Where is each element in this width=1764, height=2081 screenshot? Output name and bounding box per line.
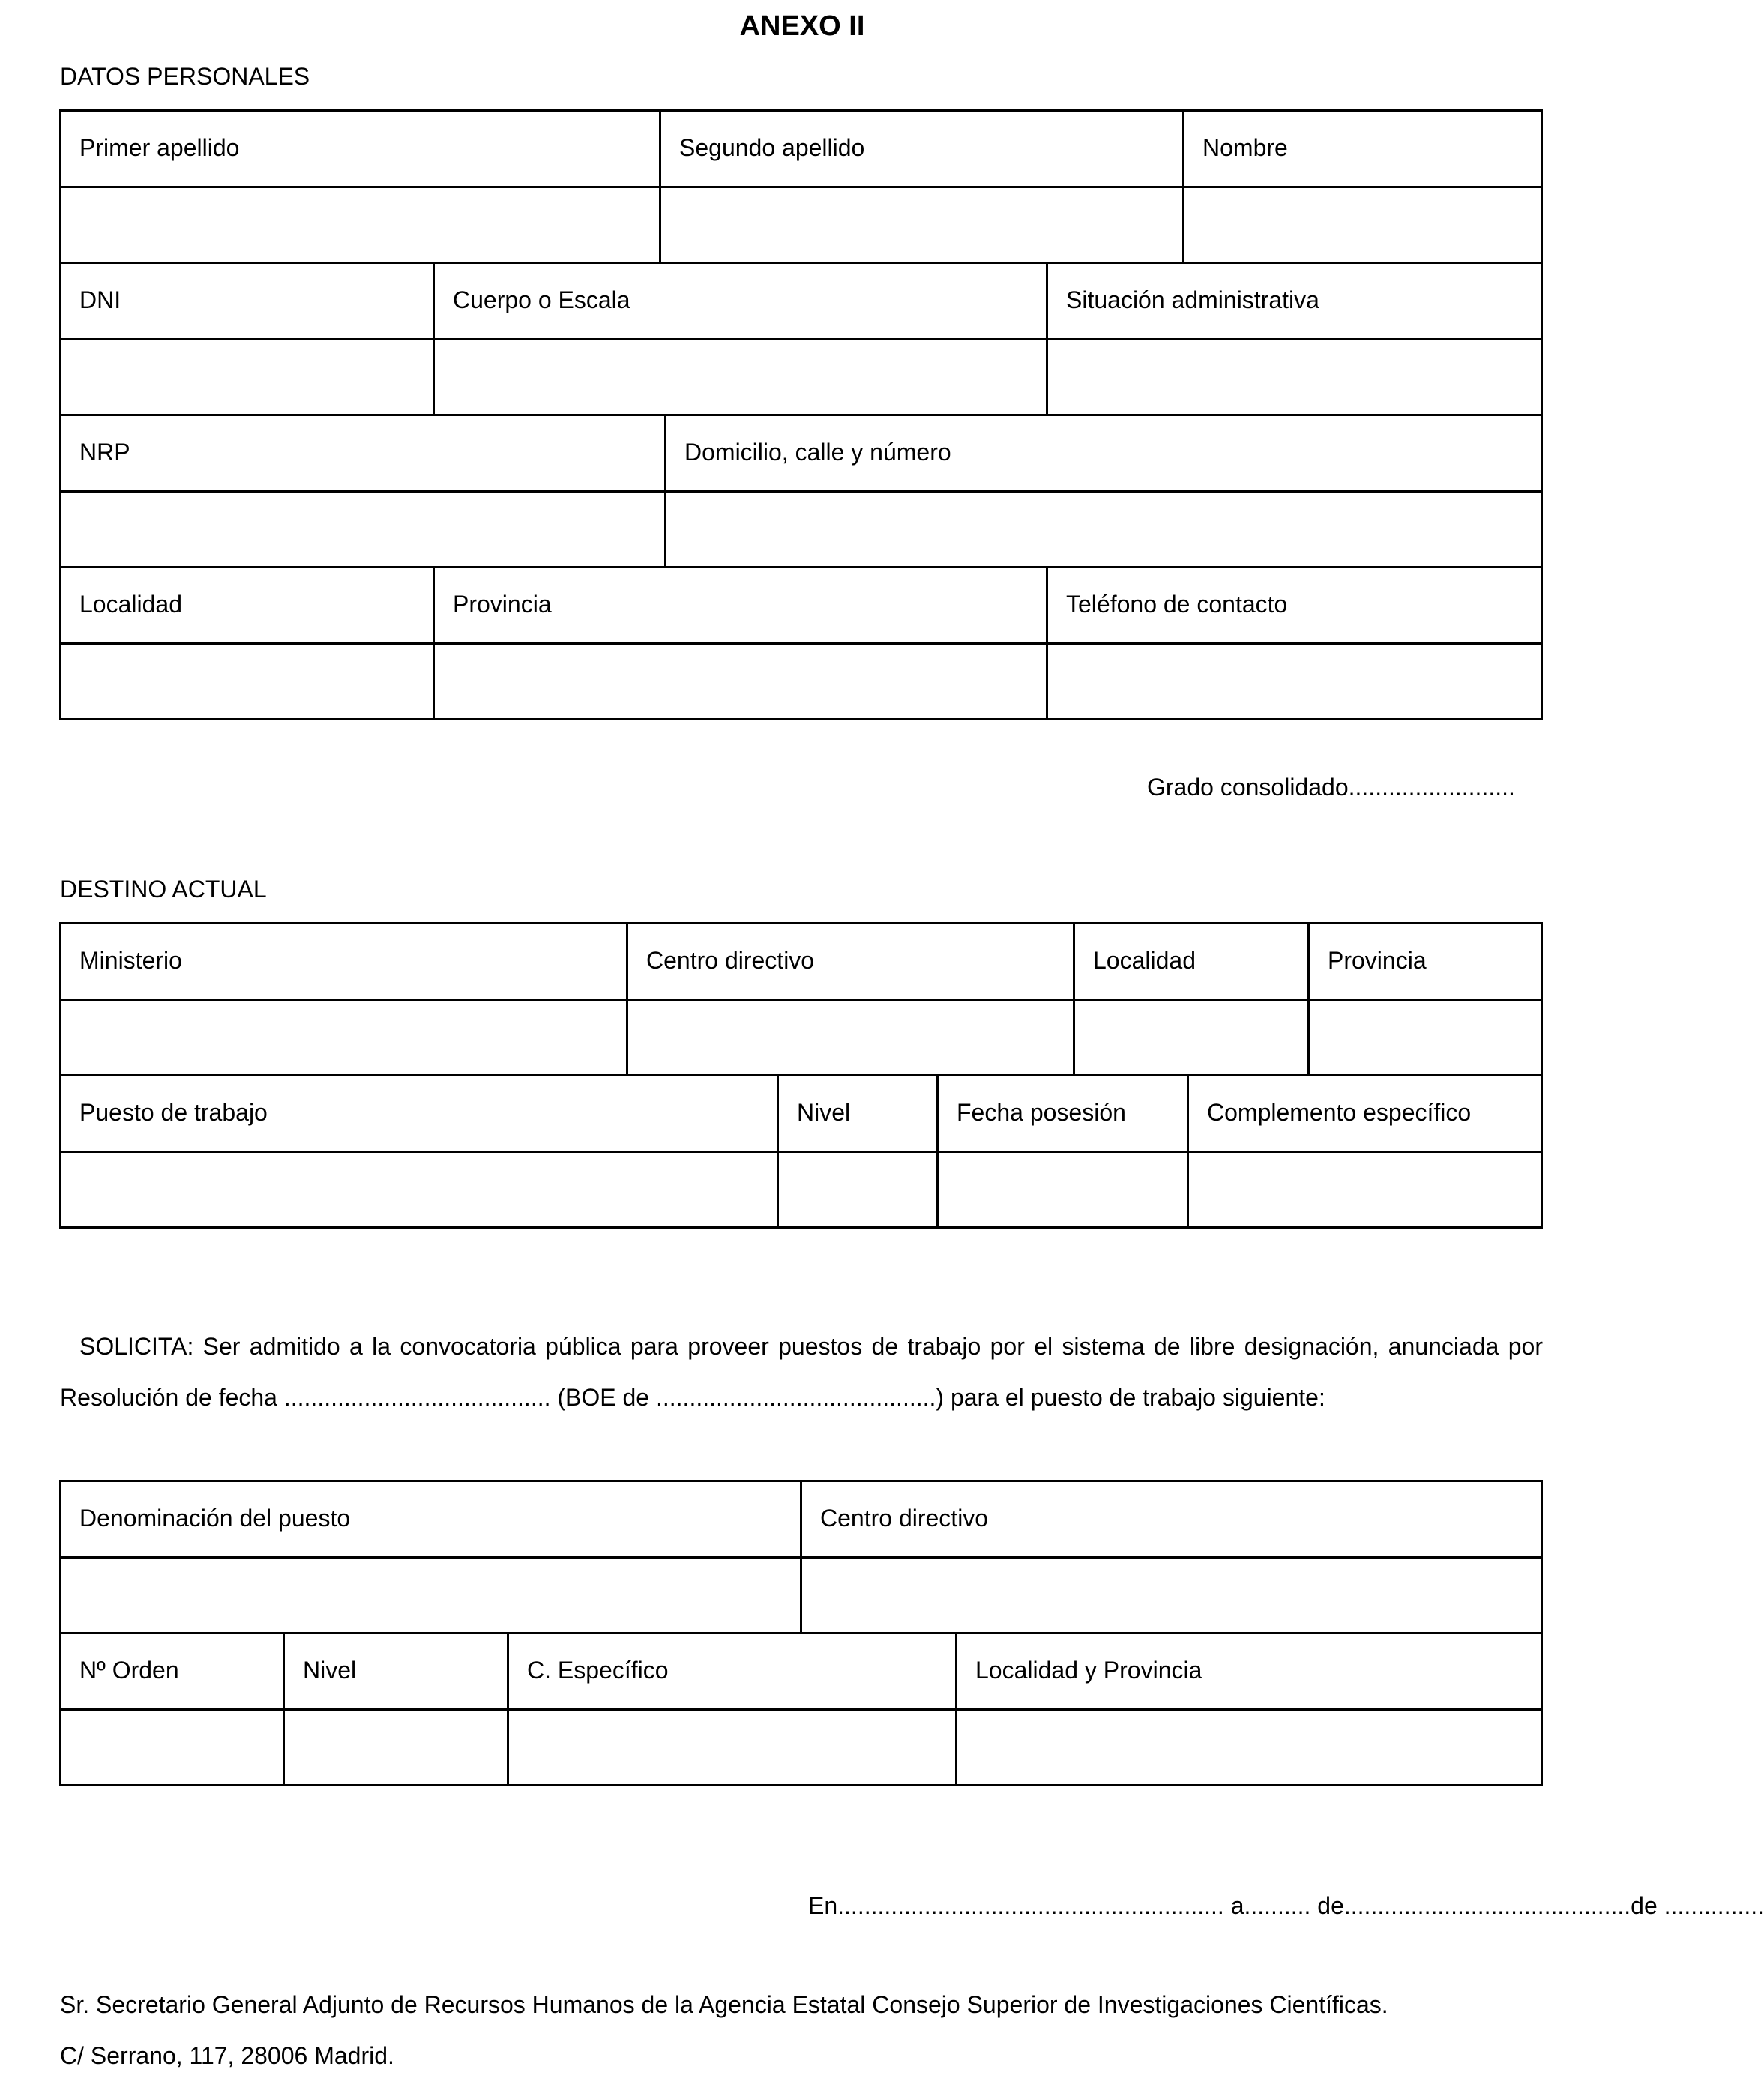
primer-apellido-field[interactable] bbox=[61, 188, 661, 265]
telefono-contacto-field[interactable] bbox=[1048, 645, 1543, 721]
label-dni: DNI bbox=[61, 264, 435, 340]
direccion-line: C/ Serrano, 117, 28006 Madrid. bbox=[60, 2042, 394, 2069]
label-primer-apellido: Primer apellido bbox=[61, 112, 661, 188]
label-localidad: Localidad bbox=[61, 568, 435, 645]
provincia-field[interactable] bbox=[435, 645, 1048, 721]
localidad-destino-field[interactable] bbox=[1075, 1001, 1310, 1077]
table-row bbox=[61, 1634, 1543, 1711]
c-especifico-field[interactable] bbox=[509, 1711, 957, 1787]
label-denominacion-puesto: Denominación del puesto bbox=[61, 1482, 802, 1559]
label-situacion-administrativa: Situación administrativa bbox=[1048, 264, 1543, 340]
label-segundo-apellido: Segundo apellido bbox=[661, 112, 1184, 188]
label-localidad: Localidad bbox=[1075, 924, 1310, 1001]
label-nivel: Nivel bbox=[779, 1076, 939, 1153]
nrp-field[interactable] bbox=[61, 493, 666, 569]
label-provincia: Provincia bbox=[1310, 924, 1543, 1001]
table-row bbox=[61, 493, 1543, 569]
table-row bbox=[61, 264, 1543, 340]
solicita-line-2: Resolución de fecha ........................................ (BOE de ..........................................) para el puesto de trabajo siguiente: bbox=[60, 1384, 1325, 1411]
cuerpo-escala-field[interactable] bbox=[435, 340, 1048, 417]
table-row bbox=[61, 112, 1543, 188]
table-row bbox=[61, 645, 1543, 721]
numero-orden-field[interactable] bbox=[61, 1711, 285, 1787]
table-row bbox=[61, 1153, 1543, 1229]
table-row bbox=[61, 416, 1543, 493]
datos-personales-table bbox=[59, 109, 1543, 720]
fecha-posesion-field[interactable] bbox=[939, 1153, 1189, 1229]
denominacion-puesto-field[interactable] bbox=[61, 1559, 802, 1635]
nivel-solicitado-field[interactable] bbox=[285, 1711, 509, 1787]
table-row bbox=[61, 1076, 1543, 1153]
label-domicilio: Domicilio, calle y número bbox=[666, 416, 1543, 493]
label-centro-directivo: Centro directivo bbox=[628, 924, 1075, 1001]
label-numero-orden: Nº Orden bbox=[61, 1634, 285, 1711]
puesto-trabajo-field[interactable] bbox=[61, 1153, 779, 1229]
label-complemento-especifico: Complemento específico bbox=[1189, 1076, 1543, 1153]
solicita-paragraph bbox=[60, 1331, 1543, 1433]
segundo-apellido-field[interactable] bbox=[661, 188, 1184, 265]
page-title: ANEXO II bbox=[739, 10, 865, 42]
label-nivel: Nivel bbox=[285, 1634, 509, 1711]
solicita-line-1: SOLICITA: Ser admitido a la convocatoria pública para proveer puestos de trabajo por el sistema de libre designación, anunciada por bbox=[79, 1333, 1543, 1360]
table-row bbox=[61, 1482, 1543, 1559]
section-heading-destino-actual: DESTINO ACTUAL bbox=[60, 876, 267, 903]
destino-actual-table bbox=[59, 922, 1543, 1229]
dni-field[interactable] bbox=[61, 340, 435, 417]
provincia-destino-field[interactable] bbox=[1310, 1001, 1543, 1077]
centro-directivo-solicitado-field[interactable] bbox=[802, 1559, 1543, 1635]
label-puesto-trabajo: Puesto de trabajo bbox=[61, 1076, 779, 1153]
table-row bbox=[61, 568, 1543, 645]
label-fecha-posesion: Fecha posesión bbox=[939, 1076, 1189, 1153]
table-row bbox=[61, 340, 1543, 417]
nombre-field[interactable] bbox=[1184, 188, 1543, 265]
section-heading-datos-personales: DATOS PERSONALES bbox=[60, 63, 310, 90]
table-row bbox=[61, 1559, 1543, 1635]
localidad-field[interactable] bbox=[61, 645, 435, 721]
centro-directivo-field[interactable] bbox=[628, 1001, 1075, 1077]
nivel-field[interactable] bbox=[779, 1153, 939, 1229]
label-c-especifico: C. Específico bbox=[509, 1634, 957, 1711]
label-nrp: NRP bbox=[61, 416, 666, 493]
puesto-solicitado-table bbox=[59, 1480, 1543, 1786]
label-centro-directivo: Centro directivo bbox=[802, 1482, 1543, 1559]
table-row bbox=[61, 1001, 1543, 1077]
label-localidad-provincia: Localidad y Provincia bbox=[957, 1634, 1543, 1711]
grado-consolidado-line: Grado consolidado......................... bbox=[1147, 774, 1515, 801]
table-row bbox=[61, 1711, 1543, 1787]
label-provincia: Provincia bbox=[435, 568, 1048, 645]
table-row bbox=[61, 188, 1543, 265]
label-nombre: Nombre bbox=[1184, 112, 1543, 188]
complemento-especifico-field[interactable] bbox=[1189, 1153, 1543, 1229]
label-cuerpo-escala: Cuerpo o Escala bbox=[435, 264, 1048, 340]
table-row bbox=[61, 924, 1543, 1001]
label-ministerio: Ministerio bbox=[61, 924, 628, 1001]
label-telefono-contacto: Teléfono de contacto bbox=[1048, 568, 1543, 645]
localidad-provincia-field[interactable] bbox=[957, 1711, 1543, 1787]
ministerio-field[interactable] bbox=[61, 1001, 628, 1077]
destinatario-line: Sr. Secretario General Adjunto de Recursos Humanos de la Agencia Estatal Consejo Superior de Investigaciones Científicas. bbox=[60, 1991, 1388, 2018]
lugar-fecha-line: En.......................................................... a.......... de...........................................de ............... bbox=[808, 1892, 1764, 1919]
domicilio-field[interactable] bbox=[666, 493, 1543, 569]
situacion-administrativa-field[interactable] bbox=[1048, 340, 1543, 417]
